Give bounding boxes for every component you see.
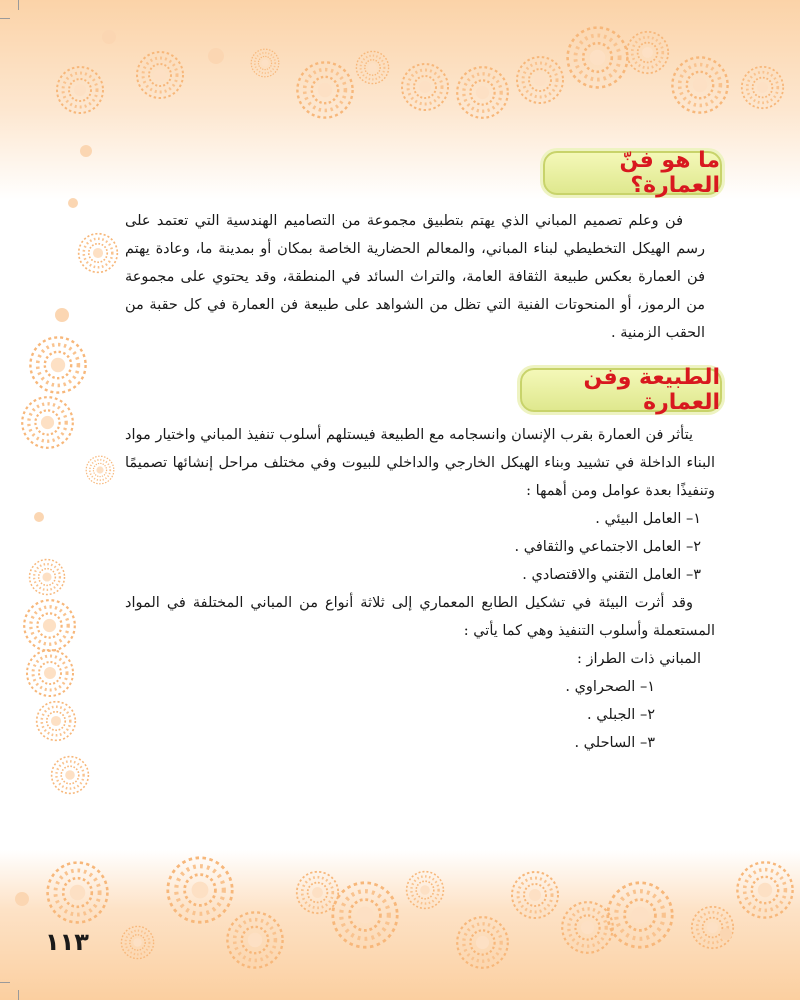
list-heading: المباني ذات الطراز :	[577, 651, 701, 667]
decor-dot	[208, 48, 224, 64]
architecture-definition	[125, 207, 705, 347]
paragraph: يتأثر فن العمارة بقرب الإنسان وانسجامه مع الطبيعة فيستلهم أسلوب تنفيذ المباني واختيار مواد البناء الداخلة في تشييد وبناء الهيكل الخارجي والداخلي للبيوت وفي مختلف مراحل إنشائها تصميمًا وتنفيذًا بعدة عوامل ومن أهمها :	[125, 427, 715, 499]
section-heading-architecture	[543, 148, 722, 198]
flower-ornament-icon	[355, 50, 390, 85]
flower-ornament-icon	[455, 65, 510, 120]
section-heading-text: الطبيعة وفن العمارة	[583, 365, 720, 415]
flower-ornament-icon	[455, 915, 510, 970]
flower-ornament-icon	[28, 335, 88, 395]
flower-ornament-icon	[515, 55, 565, 105]
list-item: ٣– العامل التقني والاقتصادي .	[522, 567, 701, 583]
section-heading-text: ما هو فنّ العمارة؟	[619, 148, 720, 198]
decor-dot	[68, 198, 78, 208]
flower-ornament-icon	[250, 48, 280, 78]
flower-ornament-icon	[135, 50, 185, 100]
flower-ornament-icon	[605, 880, 675, 950]
decor-dot	[102, 30, 116, 44]
crop-mark	[0, 18, 10, 19]
flower-ornament-icon	[28, 558, 66, 596]
paragraph: فن وعلم تصميم المباني الذي يهتم بتطبيق مجموعة من التصاميم الهندسية التي تعتمد على رسم الهيكل التخطيطي لبناء المباني، والمعالم الحضارية الخاصة بمكان أو بمدينة ما، وعادة يهتم فن العمارة بعكس طبيعة الثقافة العامة، والتراث السائد في المنطقة، وقد يحتوي على مجموعة من الرموز، أو المنحوتات الفنية التي تظل من الشواهد على طبيعة فن العمارة في كل حقبة من الحقب الزمنية .	[125, 213, 705, 341]
list-item: ١– الصحراوي .	[565, 679, 655, 695]
flower-ornament-icon	[85, 455, 115, 485]
flower-ornament-icon	[22, 598, 77, 653]
paragraph: وقد أثرت البيئة في تشكيل الطابع المعماري إلى ثلاثة أنواع من المباني المختلفة في المواد المستعملة وأسلوب التنفيذ وهي كما يأتي :	[125, 595, 715, 639]
crop-mark	[18, 0, 19, 10]
decor-dot	[720, 928, 732, 940]
section-heading-nature	[520, 365, 722, 415]
decor-dot	[15, 892, 29, 906]
list-item: ٣– الساحلي .	[574, 735, 655, 751]
flower-ornament-icon	[735, 860, 795, 920]
flower-ornament-icon	[77, 232, 119, 274]
crop-mark	[0, 982, 10, 983]
flower-ornament-icon	[25, 648, 75, 698]
flower-ornament-icon	[35, 700, 77, 742]
flower-ornament-icon	[20, 395, 75, 450]
flower-ornament-icon	[405, 870, 445, 910]
list-item: ٢– العامل الاجتماعي والثقافي .	[514, 539, 701, 555]
flower-ornament-icon	[670, 55, 730, 115]
list-item: ١– العامل البيئي .	[595, 511, 701, 527]
nature-architecture-text	[125, 421, 715, 757]
flower-ornament-icon	[400, 62, 450, 112]
flower-ornament-icon	[45, 860, 110, 925]
flower-ornament-icon	[740, 65, 785, 110]
decor-dot	[34, 512, 44, 522]
list-item: ٢– الجبلي .	[587, 707, 655, 723]
crop-mark	[18, 990, 19, 1000]
flower-ornament-icon	[330, 880, 400, 950]
flower-ornament-icon	[625, 30, 670, 75]
flower-ornament-icon	[565, 25, 630, 90]
flower-ornament-icon	[55, 65, 105, 115]
decor-dot	[55, 308, 69, 322]
flower-ornament-icon	[50, 755, 90, 795]
flower-ornament-icon	[295, 60, 355, 120]
flower-ornament-icon	[510, 870, 560, 920]
flower-ornament-icon	[120, 925, 155, 960]
flower-ornament-icon	[225, 910, 285, 970]
page-number: ١١٣	[45, 928, 89, 956]
decor-dot	[80, 145, 92, 157]
